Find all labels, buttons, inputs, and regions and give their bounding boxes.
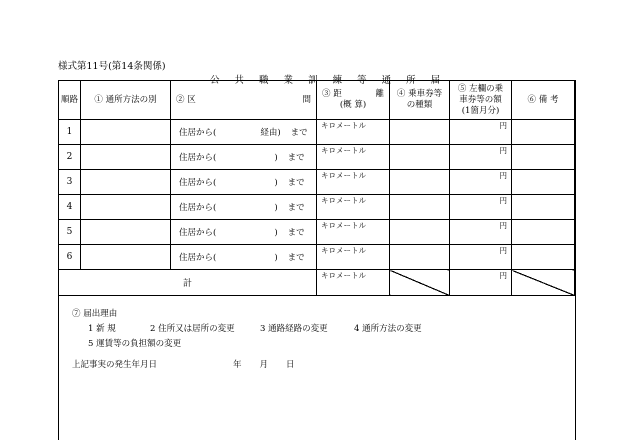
reason-items-line1 <box>88 322 422 334</box>
method-cell[interactable] <box>81 245 171 270</box>
table-row <box>59 120 575 145</box>
header-distance <box>317 81 390 120</box>
ticket-type-cell[interactable] <box>390 145 450 170</box>
total-remarks-crossed-cell <box>512 270 575 296</box>
reason-item-fare-change[interactable]: 5 運賃等の負担額の変更 <box>88 339 182 349</box>
method-cell[interactable] <box>81 120 171 145</box>
table-row <box>59 245 575 270</box>
route-via-label: ) <box>274 153 278 163</box>
header-amount-line3: (1箇月分) <box>461 105 500 116</box>
distance-cell[interactable]: キロメートル <box>317 245 390 270</box>
header-section <box>171 81 317 120</box>
ticket-type-cell[interactable] <box>390 220 450 245</box>
header-no: 順路 <box>59 81 81 120</box>
section-cell[interactable] <box>171 145 317 170</box>
ticket-type-cell[interactable] <box>390 245 450 270</box>
route-via-label: ) <box>274 253 278 263</box>
header-distance-right: 離 <box>375 89 384 99</box>
occurrence-year-label[interactable]: 年 <box>233 360 242 370</box>
amount-cell[interactable]: 円 <box>450 195 512 220</box>
amount-cell[interactable]: 円 <box>450 145 512 170</box>
route-to-label: まで <box>290 128 308 138</box>
ticket-type-cell[interactable] <box>390 195 450 220</box>
row-number: 6 <box>59 245 81 270</box>
route-to-label: まで <box>287 153 305 163</box>
distance-cell[interactable]: キロメートル <box>317 220 390 245</box>
remarks-cell[interactable] <box>512 145 575 170</box>
header-ticket-line1: ④ 乗車券等 <box>396 89 443 99</box>
route-via-label: ) <box>274 178 278 188</box>
total-row <box>59 270 575 296</box>
route-to-label: まで <box>287 253 305 263</box>
section-cell[interactable] <box>171 220 317 245</box>
occurrence-month-label[interactable]: 月 <box>259 360 269 370</box>
total-ticket-crossed-cell <box>390 270 450 296</box>
header-amount-line2: 車券等の額 <box>459 94 502 105</box>
header-row <box>59 81 575 120</box>
header-distance-sub: (概 算) <box>339 100 367 110</box>
remarks-cell[interactable] <box>512 245 575 270</box>
route-from-label: 住居から( <box>179 178 217 188</box>
amount-cell[interactable]: 円 <box>450 120 512 145</box>
method-cell[interactable] <box>81 145 171 170</box>
method-cell[interactable] <box>81 220 171 245</box>
ticket-type-cell[interactable] <box>390 170 450 195</box>
row-number: 4 <box>59 195 81 220</box>
row-number: 2 <box>59 145 81 170</box>
reason-items-line2 <box>88 337 181 349</box>
form-number: 様式第11号(第14条関係) <box>58 61 166 72</box>
section-cell[interactable] <box>171 170 317 195</box>
remarks-cell[interactable] <box>512 170 575 195</box>
distance-cell[interactable]: キロメートル <box>317 145 390 170</box>
route-via-label: ) <box>274 228 278 238</box>
ticket-type-cell[interactable] <box>390 120 450 145</box>
header-remarks: ⑥ 備 考 <box>512 81 575 120</box>
occurrence-day-label[interactable]: 日 <box>286 360 295 370</box>
route-from-label: 住居から( <box>179 253 217 263</box>
row-number: 3 <box>59 170 81 195</box>
header-ticket <box>390 81 450 120</box>
route-from-label: 住居から( <box>179 228 217 238</box>
total-label: 計 <box>59 270 317 296</box>
method-cell[interactable] <box>81 170 171 195</box>
section-cell[interactable] <box>171 195 317 220</box>
reason-item-method-change[interactable]: 4 通所方法の変更 <box>354 324 422 334</box>
amount-cell[interactable]: 円 <box>450 245 512 270</box>
header-section-right: 間 <box>302 94 311 105</box>
header-section-left: ② 区 <box>176 94 196 105</box>
reason-item-route-change[interactable]: 3 通路経路の変更 <box>260 324 328 334</box>
remarks-cell[interactable] <box>512 220 575 245</box>
header-amount-line1: ⑤ 左欄の乗 <box>457 83 504 94</box>
form-title: 公 共 職 業 訓 練 等 通 所 届 <box>210 75 447 86</box>
remarks-cell[interactable] <box>512 195 575 220</box>
route-from-label: 住居から( <box>179 128 217 138</box>
header-distance-left: ③ 距 <box>322 89 342 99</box>
route-via-label: 経由) <box>260 128 281 138</box>
header-ticket-line2: の種類 <box>406 100 433 110</box>
remarks-cell[interactable] <box>512 120 575 145</box>
distance-cell[interactable]: キロメートル <box>317 170 390 195</box>
route-to-label: まで <box>287 228 305 238</box>
distance-cell[interactable]: キロメートル <box>317 195 390 220</box>
route-from-label: 住居から( <box>179 203 217 213</box>
total-amount-cell[interactable]: 円 <box>450 270 512 296</box>
route-to-label: まで <box>287 178 305 188</box>
reason-item-new[interactable]: 1 新 規 <box>88 324 116 334</box>
total-distance-cell[interactable]: キロメートル <box>317 270 390 296</box>
table-row <box>59 145 575 170</box>
table-row <box>59 220 575 245</box>
table-row <box>59 195 575 220</box>
route-to-label: まで <box>287 203 305 213</box>
row-number: 5 <box>59 220 81 245</box>
table-row <box>59 170 575 195</box>
amount-cell[interactable]: 円 <box>450 220 512 245</box>
amount-cell[interactable]: 円 <box>450 170 512 195</box>
distance-cell[interactable]: キロメートル <box>317 120 390 145</box>
header-amount <box>450 81 512 120</box>
row-number: 1 <box>59 120 81 145</box>
header-method: ① 通所方法の別 <box>81 81 171 120</box>
method-cell[interactable] <box>81 195 171 220</box>
reason-item-address-change[interactable]: 2 住所又は居所の変更 <box>150 324 235 334</box>
commute-table <box>58 80 575 296</box>
occurrence-date-line <box>72 358 295 370</box>
route-via-label: ) <box>274 203 278 213</box>
section-cell[interactable] <box>171 120 317 145</box>
occurrence-date-label: 上記事実の発生年月日 <box>72 360 158 370</box>
section-cell[interactable] <box>171 245 317 270</box>
route-from-label: 住居から( <box>179 153 217 163</box>
reason-title: ⑦ 届出理由 <box>72 309 118 319</box>
